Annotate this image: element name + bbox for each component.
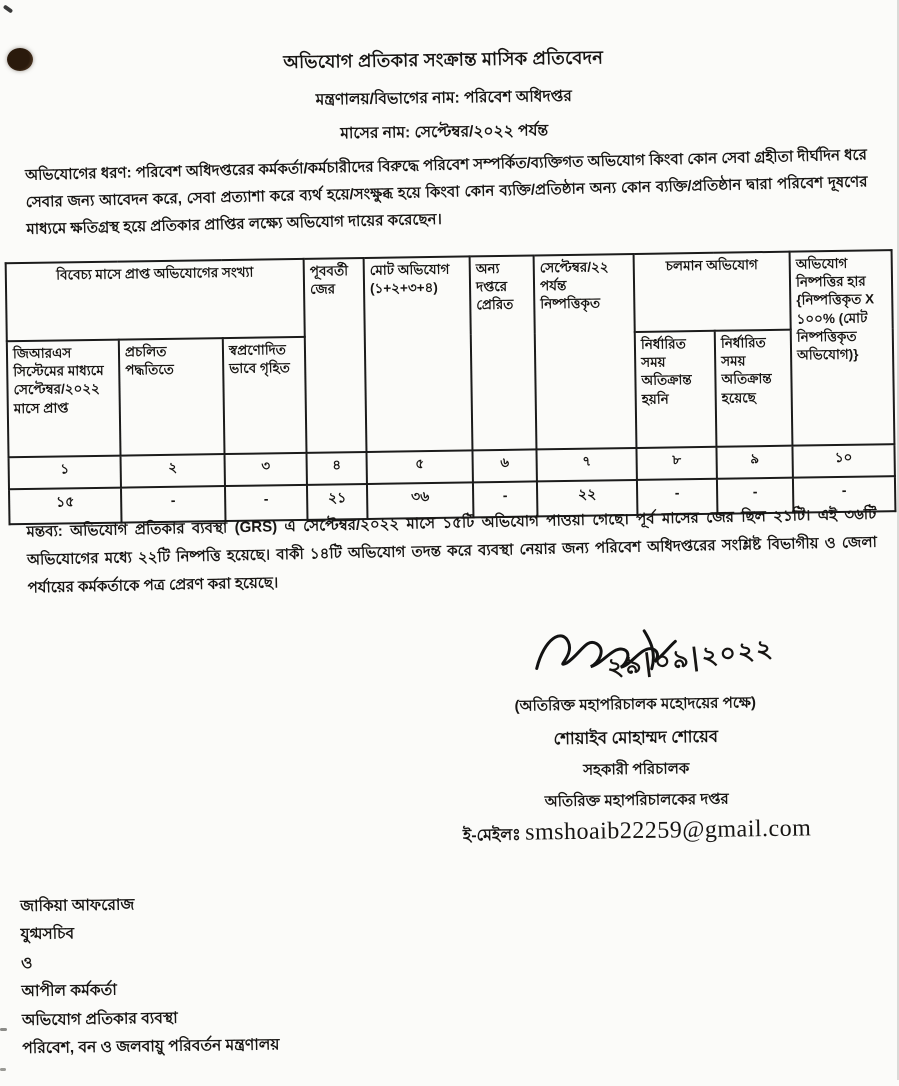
approver-system: অভিযোগ প্রতিকার ব্যবস্থা [21, 1009, 178, 1029]
col-header-time-not-exceeded: নির্ধারিত সময় অতিক্রান্ত হয়নি [635, 331, 717, 448]
value-resolved: ২২ [537, 480, 638, 516]
value-sent-other-office: - [473, 481, 538, 517]
col-header-suo-moto: স্বপ্রণোদিতভাবে গৃহিত [223, 337, 307, 454]
value-grs-received: ১৫ [9, 488, 122, 525]
email-address: smshoaib22259@gmail.com [524, 815, 812, 846]
value-resolution-rate: - [793, 476, 896, 513]
col-header-resolved: সেপ্টেম্বর/২২ পর্যন্ত নিষ্পত্তিকৃত [534, 254, 637, 449]
approver-name: জাকিয়া আফরোজ [20, 896, 135, 916]
signatory-designation: সহকারী পরিচালক [583, 760, 690, 779]
col-header-conventional: প্রচলিত পদ্ধতিতে [119, 338, 225, 456]
handwritten-signature-area [410, 620, 859, 693]
value-suo-moto: - [225, 485, 308, 521]
value-conventional: - [121, 486, 226, 523]
col-number: ৪ [307, 452, 367, 485]
col-header-sent-other-office: অন্য দপ্তরে প্রেরিত [470, 255, 537, 450]
on-behalf-line: (অতিরিক্ত মহাপরিচালক মহোদয়ের পক্ষে) [514, 694, 757, 715]
col-header-time-exceeded: নির্ধারিত সময় অতিক্রান্ত হয়েছে [715, 330, 793, 447]
value-total: ৩৬ [367, 482, 474, 519]
value-time-exceeded: - [717, 478, 794, 514]
handwritten-date: ২৯|০৯|২০২২ [605, 633, 776, 683]
col-number: ১ [9, 456, 121, 490]
month-line: মাসের নাম: সেপ্টেম্বর/২০২২ পর্যন্ত [340, 122, 549, 143]
approver-role: আপীল কর্মকর্তা [21, 981, 117, 1001]
report-title: অভিযোগ প্রতিকার সংক্রান্ত মাসিক প্রতিবেদন [283, 47, 604, 73]
signatory-name: শোয়াইব মোহাম্মদ শোয়েব [553, 727, 719, 749]
complaint-statistics-table [5, 249, 897, 525]
col-number: ৭ [536, 448, 636, 481]
col-number: ৬ [472, 449, 536, 482]
ministry-line: মন্ত্রণালয়/বিভাগের নাম: পরিবেশ অধিদপ্তর [315, 87, 572, 109]
col-header-total: মোট অভিযোগ (১+২+৩+৪) [364, 256, 473, 452]
col-header-resolution-rate: অভিযোগ নিষ্পত্তির হার {নিষ্পত্তিকৃত X ১০০% (মোট নিষ্পত্তিকৃত অভিযোগ)} [790, 250, 895, 445]
complaint-type-paragraph: অভিযোগের ধরণ: পরিবেশ অধিদপ্তরের কর্মকর্তা/কর্মচারীদের বিরুদ্ধে পরিবেশ সম্পর্কিত/ব্যক্তিগত অভিযোগ কিংবা কোন সেবা গ্রহীতা দীর্ঘদিন ধরে সেবার জন্য আবেদন করে, সেবা প্রত্যাশা করে ব্যর্থ হয়ে/সংক্ষুব্ধ হয়ে কিংবা কোন ব্যক্তি/প্রতিষ্ঠান অন্য কোন ব্যক্তি/প্রতিষ্ঠান দ্বারা পরিবেশ দূষণের মাধ্যমে ক্ষতিগ্রস্থ হয়ে প্রতিকার প্রাপ্তির লক্ষ্যে অভিযোগ দায়ের করেছেন। [24, 146, 868, 239]
value-time-not-exceeded: - [637, 479, 718, 515]
scan-speck [0, 1028, 7, 1031]
col-number: ৮ [636, 447, 716, 480]
approver-block [20, 893, 280, 1067]
approver-ministry: পরিবেশ, বন ও জলবায়ু পরিবর্তন মন্ত্রণালয় [22, 1036, 280, 1058]
col-number: ১০ [792, 444, 894, 478]
group-header-received: বিবেচ্য মাসে প্রাপ্ত অভিযোগের সংখ্যা [6, 259, 305, 341]
signatory-office: অতিরিক্ত মহাপরিচালকের দপ্তর [544, 790, 729, 811]
col-header-previous-balance: পূববর্তী জের [304, 258, 367, 453]
group-header-running: চলমান অভিযোগ [634, 252, 791, 332]
approver-conjunction: ও [20, 954, 33, 972]
col-number: ২ [121, 454, 225, 488]
remarks-paragraph: মন্তব্য: অভিযোগ প্রতিকার ব্যবস্থা (GRS) এ সেপ্টেম্বর/২০২২ মাসে ১৫টি অভিযোগ পাওয়া গেছে। পূর্ব মাসের জের ছিল ২১টি। এই ৩৬টি অভিযোগের মধ্যে ২২টি নিষ্পত্তি হয়েছে। বাকী ১৪টি অভিযোগ তদন্ত করে ব্যবস্থা নেয়ার জন্য পরিবেশ অধিদপ্তরের সংশ্লিষ্ট বিভাগীয় ও জেলা পর্যায়ের কর্মকর্তাকে পত্র প্রেরণ করা হয়েছে। [26, 505, 878, 597]
col-number: ৯ [716, 446, 792, 479]
signatory-block [410, 620, 861, 851]
scan-speck [0, 1068, 6, 1071]
email-label: ই-মেইলঃ [462, 826, 521, 845]
col-number: ৫ [367, 450, 473, 484]
col-header-grs: জিআরএস সিস্টেমের মাধ্যমে সেপ্টেম্বর/২০২২ মাসে প্রাপ্ত [7, 340, 121, 458]
col-number: ৩ [225, 453, 307, 486]
approver-designation: যুগ্মসচিব [20, 925, 75, 944]
value-previous-balance: ২১ [307, 484, 368, 520]
report-header [0, 39, 894, 152]
email-line [413, 815, 861, 851]
